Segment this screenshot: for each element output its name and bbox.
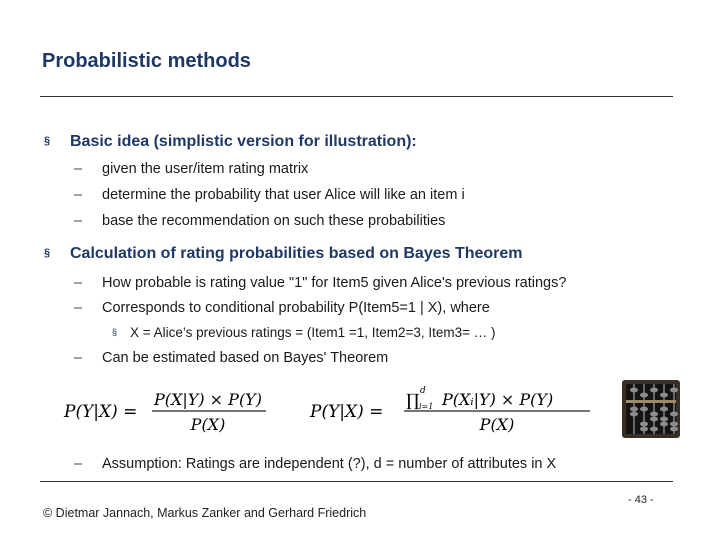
formula-numerator: P(Xᵢ|Y) × P(Y) bbox=[442, 390, 554, 409]
page-number: - 43 - bbox=[628, 494, 654, 506]
naive-bayes-formula bbox=[308, 384, 598, 440]
bayes-formula bbox=[62, 384, 292, 440]
sub-bullet-text: How probable is rating value "1" for Item5 given Alice's previous ratings? bbox=[102, 275, 567, 291]
dash-marker: – bbox=[74, 213, 83, 229]
dash-marker: – bbox=[74, 300, 83, 316]
title-divider bbox=[40, 96, 673, 97]
sub-bullet bbox=[74, 350, 388, 366]
sub-bullet-text: base the recommendation on such these probabilities bbox=[102, 213, 446, 229]
sub-bullet bbox=[74, 300, 490, 316]
formula-denominator: P(X) bbox=[190, 415, 226, 434]
dash-marker: – bbox=[74, 275, 83, 291]
sub-bullet bbox=[74, 213, 445, 229]
formula-lhs: P(Y|X) = bbox=[310, 402, 384, 422]
bullet-marker: § bbox=[44, 247, 51, 259]
sub-bullet-text: given the user/item rating matrix bbox=[102, 161, 309, 177]
footer-copyright: © Dietmar Jannach, Markus Zanker and Gerhard Friedrich bbox=[43, 506, 367, 520]
footer-divider bbox=[40, 481, 673, 482]
bullet-text: Calculation of rating probabilities based on Bayes Theorem bbox=[70, 245, 523, 262]
dash-marker: – bbox=[74, 187, 83, 203]
dash-marker: – bbox=[74, 161, 83, 177]
formula-lhs: P(Y|X) = bbox=[64, 402, 138, 422]
sub-bullet-text: Can be estimated based on Bayes' Theorem bbox=[102, 350, 389, 366]
dash-marker: – bbox=[74, 456, 83, 472]
abacus-image bbox=[620, 378, 682, 440]
formula-numerator: P(X|Y) × P(Y) bbox=[154, 390, 262, 409]
sub-sub-bullet-text: X = Alice’s previous ratings = (Item1 =1, Item2=3, Item3= … ) bbox=[130, 325, 496, 340]
slide-title: Probabilistic methods bbox=[42, 50, 251, 72]
bullet-marker: § bbox=[112, 327, 118, 337]
sub-bullet-text: Assumption: Ratings are independent (?), d = number of attributes in X bbox=[102, 456, 557, 472]
sub-bullet bbox=[74, 161, 308, 177]
bullet-marker: § bbox=[44, 135, 51, 147]
sub-sub-bullet bbox=[112, 325, 496, 340]
product-lower: i=1 bbox=[419, 402, 434, 411]
sub-bullet bbox=[74, 275, 566, 291]
bullet-calculation bbox=[44, 245, 523, 263]
bullet-text: Basic idea (simplistic version for illustration): bbox=[70, 133, 417, 150]
product-symbol: ∏ bbox=[406, 391, 420, 411]
formula-denominator: P(X) bbox=[479, 415, 515, 434]
product-upper: d bbox=[420, 386, 426, 396]
sub-bullet bbox=[74, 187, 465, 203]
sub-bullet bbox=[74, 456, 556, 472]
sub-bullet-text: determine the probability that user Alice will like an item i bbox=[102, 187, 465, 203]
bullet-basic-idea bbox=[44, 133, 417, 151]
sub-bullet-text: Corresponds to conditional probability P(Item5=1 | X), where bbox=[102, 300, 490, 316]
dash-marker: – bbox=[74, 350, 83, 366]
